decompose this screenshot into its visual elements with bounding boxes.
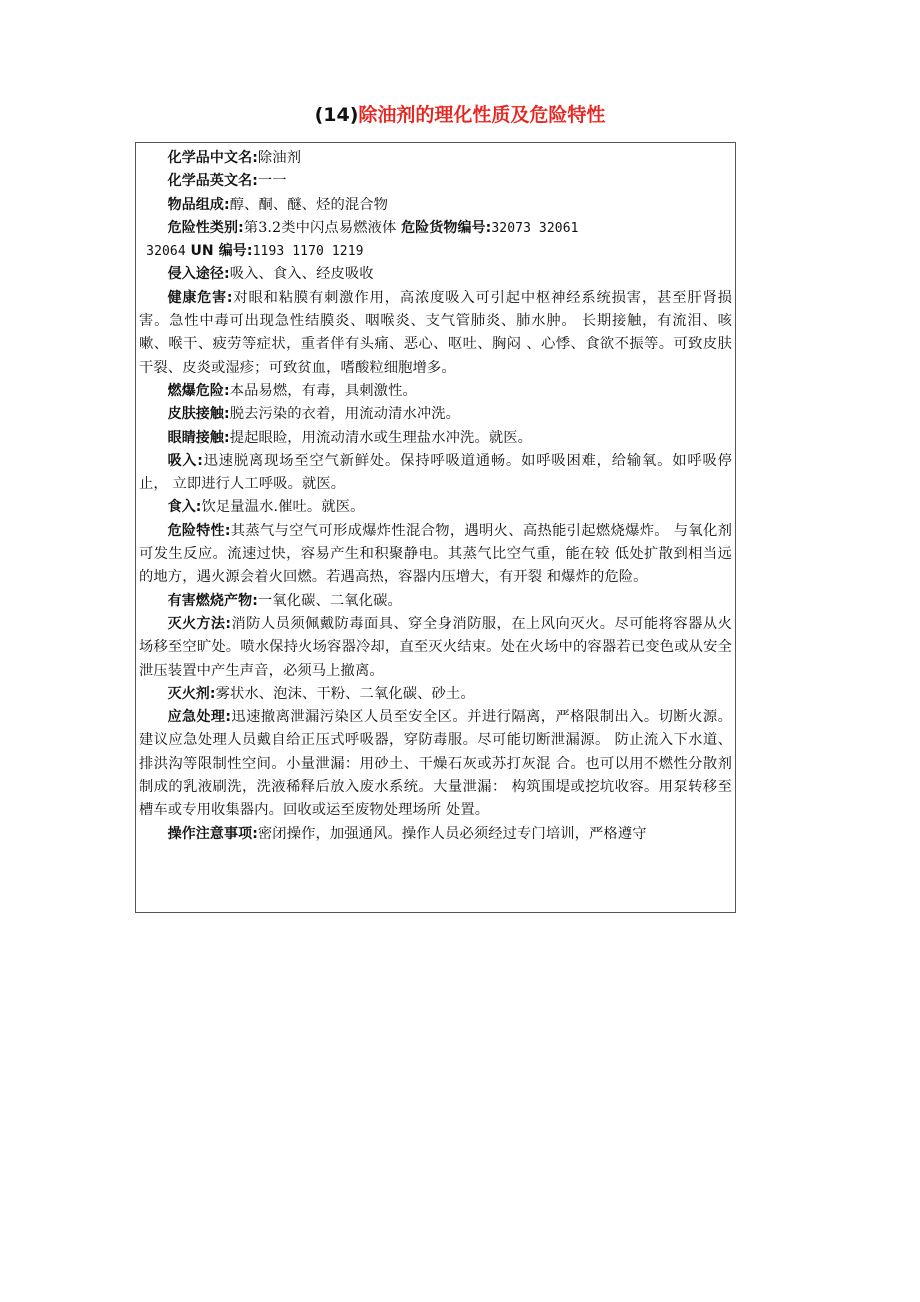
row-health: [139, 287, 732, 380]
eye-label: 眼睛接触:: [167, 429, 230, 446]
fire-explosion-label: 燃爆危险:: [167, 382, 230, 399]
operation-label: 操作注意事项:: [167, 825, 258, 842]
en-name-value: 一一: [257, 173, 287, 190]
row-extinguishing-agent: [139, 683, 732, 706]
ingestion-value: 饮足量温水.催吐。就医。: [201, 499, 365, 516]
combustion-products-label: 有害燃烧产物:: [167, 592, 258, 609]
inhalation-value: 迅速脱离现场至空气新鲜处。保持呼吸道通畅。如呼吸困难，给输氧。如呼吸停止， 立即进行人工呼吸。就医。: [139, 452, 732, 493]
row-ingestion: [139, 496, 732, 519]
msds-content: [139, 147, 732, 846]
en-name-label: 化学品英文名:: [167, 173, 258, 190]
row-fire-explosion: [139, 380, 732, 403]
extinguishing-agent-value: 雾状水、泡沫、干粉、二氧化碳、砂土。: [215, 685, 475, 702]
row-emergency: [139, 706, 732, 822]
operation-value: 密闭操作，加强通风。操作人员必须经过专门培训，严格遵守: [257, 825, 647, 842]
row-hazard-class: [139, 217, 732, 240]
ingestion-label: 食入:: [167, 499, 202, 516]
composition-value: 醇、酮、醚、烃的混合物: [229, 196, 389, 213]
hazard-props-value: 其蒸气与空气可形成爆炸性混合物，遇明火、高热能引起燃烧爆炸。 与氧化剂可发生反应。流速过快，容易产生和积聚静电。其蒸气比空气重，能在较 低处扩散到相当远的地方，遇火源会着火回燃。若遇高热，容器内压增大，有开裂 和爆炸的危险。: [139, 522, 732, 586]
row-en-name: [139, 170, 732, 193]
emergency-value: 迅速撤离泄漏污染区人员至安全区。并进行隔离，严格限制出入。切断火源。建议应急处理人员戴自给正压式呼吸器，穿防毒服。尽可能切断泄漏源。 防止流入下水道、排洪沟等限制性空间。小量泄漏：用砂土、干燥石灰或苏打灰混 合。也可以用不燃性分散剂制成的乳液刷洗，洗液稀释后放入废水系统。大量泄漏： 构筑围堤或挖坑收容。用泵转移至槽车或专用收集器内。回收或运至废物处理场所 处置。: [139, 709, 732, 819]
row-inhalation: [139, 450, 732, 497]
combustion-products-value: 一氧化碳、二氧化碳。: [257, 592, 402, 609]
eye-value: 提起眼睑，用流动清水或生理盐水冲洗。就医。: [229, 429, 533, 446]
row-combustion-products: [139, 590, 732, 613]
un-value: 1193 1170 1219: [252, 244, 364, 260]
invasion-label: 侵入途径:: [167, 266, 230, 283]
row-un-number: [139, 240, 732, 263]
page-title: [0, 101, 920, 129]
cn-name-label: 化学品中文名:: [167, 150, 258, 166]
health-label: 健康危害:: [167, 289, 233, 306]
hazard-class-label: 危险性类别:: [167, 219, 244, 236]
inhalation-label: 吸入:: [167, 452, 203, 469]
row-operation: [139, 823, 732, 846]
skin-label: 皮肤接触:: [167, 406, 230, 423]
emergency-label: 应急处理:: [167, 709, 232, 726]
goods-no-label: 危险货物编号:: [401, 219, 492, 236]
row-composition: [139, 194, 732, 217]
firefighting-label: 灭火方法:: [167, 615, 232, 632]
un-label: UN 编号:: [190, 243, 253, 260]
goods-no-cont: 32064: [146, 244, 186, 260]
row-eye: [139, 427, 732, 450]
fire-explosion-value: 本品易燃，有毒，具刺激性。: [229, 382, 417, 399]
row-firefighting: [139, 613, 732, 683]
title-text: 除油剂的理化性质及危险特性: [358, 104, 606, 126]
row-skin: [139, 403, 732, 426]
extinguishing-agent-label: 灭火剂:: [167, 685, 216, 702]
msds-table: [135, 142, 736, 913]
row-invasion: [139, 263, 732, 286]
row-hazard-props: [139, 520, 732, 590]
title-number: (14): [314, 104, 359, 126]
row-cn-name: [139, 147, 732, 170]
hazard-class-value: 第3.2类中闪点易燃液体: [243, 219, 397, 236]
cn-name-value: 除油剂: [257, 150, 302, 166]
invasion-value: 吸入、食入、经皮吸收: [229, 266, 374, 283]
skin-value: 脱去污染的衣着，用流动清水冲洗。: [229, 406, 461, 423]
health-value: 对眼和粘膜有刺激作用，高浓度吸入可引起中枢神经系统损害，甚至肝肾损害。急性中毒可出现急性结膜炎、咽喉炎、支气管肺炎、肺水肿。 长期接触，有流泪、咳嗽、喉干、疲劳等症状，重者伴有头痛、恶心、呕吐、胸闷 、心悸、食欲不振等。可致皮肤干裂、皮炎或湿疹；可致贫血，嗜酸粒细胞增多。: [139, 289, 732, 376]
composition-label: 物品组成:: [167, 196, 230, 213]
hazard-props-label: 危险特性:: [167, 522, 231, 539]
goods-no-value: 32073 32061: [491, 220, 579, 236]
firefighting-value: 消防人员须佩戴防毒面具、穿全身消防服，在上风向灭火。尽可能将容器从火场移至空旷处。喷水保持火场容器冷却，直至灭火结束。处在火场中的容器若已变色或从安全泄压装置中产生声音，必须马上撤离。: [139, 615, 732, 679]
